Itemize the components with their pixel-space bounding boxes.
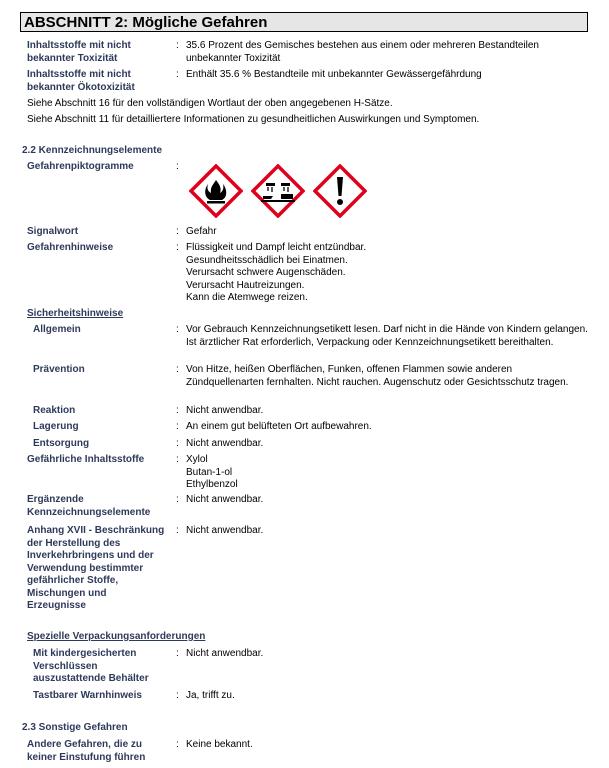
colon: : xyxy=(176,648,179,659)
hazard-statement: Kann die Atemwege reizen. xyxy=(186,292,308,303)
ergaenzend-label: Ergänzende Kennzeichnungselemente xyxy=(27,494,151,518)
allgemein-value: Vor Gebrauch Kennzeichnungsetikett lesen. Darf nicht in die Hände von Kindern gelangen. Ist ärztlicher Rat erforderlich, Verpackung oder Kennzeichnungsetikett bereithalten. xyxy=(186,324,588,348)
anhang-xvii-value: Nicht anwendbar. xyxy=(186,525,264,536)
colon: : xyxy=(176,69,179,80)
colon: : xyxy=(176,690,179,701)
colon: : xyxy=(176,364,179,375)
ingredient: Ethylbenzol xyxy=(186,479,238,490)
colon: : xyxy=(176,438,179,449)
tastbar-label: Tastbarer Warnhinweis xyxy=(33,690,142,701)
colon: : xyxy=(176,525,179,536)
ecotox-value: Enthält 35.6 % Bestandteile mit unbekannter Gewässergefährdung xyxy=(186,69,482,80)
ingredient: Xylol xyxy=(186,454,208,465)
reaktion-label: Reaktion xyxy=(33,405,76,416)
colon: : xyxy=(176,494,179,505)
hazard-statements xyxy=(186,242,591,305)
allgemein-label: Allgemein xyxy=(33,324,81,335)
colon: : xyxy=(176,226,179,237)
colon: : xyxy=(176,324,179,335)
colon: : xyxy=(176,161,179,172)
hazard-statement: Verursacht schwere Augenschäden. xyxy=(186,267,346,278)
pictograms-label: Gefahrenpiktogramme xyxy=(27,161,134,172)
ergaenzend-value: Nicht anwendbar. xyxy=(186,494,264,505)
tox-value: 35.6 Prozent des Gemisches bestehen aus einem oder mehreren Bestandteilen unbekannter Toxizität xyxy=(186,40,539,64)
kindergesichert-value: Nicht anwendbar. xyxy=(186,648,264,659)
section-2-2-title: 2.2 Kennzeichnungselemente xyxy=(22,145,163,156)
signalwort-value: Gefahr xyxy=(186,226,217,237)
colon: : xyxy=(176,421,179,432)
anhang-xvii-label: Anhang XVII - Beschränkung der Herstellung des Inverkehrbringens und der Verwendung bestimmter gefährlicher Stoffe, Mischungen und Erzeugnisse xyxy=(27,525,165,611)
ingredient: Butan-1-ol xyxy=(186,466,233,478)
section-2-3-title: 2.3 Sonstige Gefahren xyxy=(22,722,128,733)
signalwort-label: Signalwort xyxy=(27,226,79,237)
inhaltsstoffe-list xyxy=(186,454,591,492)
lagerung-value: An einem gut belüfteten Ort aufbewahren. xyxy=(186,421,372,432)
colon: : xyxy=(176,454,179,465)
inhaltsstoffe-label: Gefährliche Inhaltsstoffe xyxy=(27,454,145,465)
ecotox-label: Inhaltsstoffe mit nicht bekannter Ökotoxizität xyxy=(27,69,135,93)
colon: : xyxy=(176,242,179,253)
entsorgung-value: Nicht anwendbar. xyxy=(186,438,264,449)
verpackung-heading: Spezielle Verpackungsanforderungen xyxy=(27,631,206,642)
colon: : xyxy=(176,739,179,750)
tastbar-value: Ja, trifft zu. xyxy=(186,690,235,701)
flame-icon xyxy=(189,164,243,218)
tox-label: Inhaltsstoffe mit nicht bekannter Toxizität xyxy=(27,40,131,64)
colon: : xyxy=(176,40,179,51)
hazard-statement: Verursacht Hautreizungen. xyxy=(186,279,305,291)
hazards-label: Gefahrenhinweise xyxy=(27,242,114,253)
note-section-16: Siehe Abschnitt 16 für den vollständigen Wortlaut der oben angegebenen H-Sätze. xyxy=(27,98,393,109)
reaktion-value: Nicht anwendbar. xyxy=(186,405,264,416)
entsorgung-label: Entsorgung xyxy=(33,438,90,449)
andere-gefahren-value: Keine bekannt. xyxy=(186,739,253,750)
andere-gefahren-label: Andere Gefahren, die zu keiner Einstufung führen xyxy=(27,739,146,763)
praevention-value: Von Hitze, heißen Oberflächen, Funken, offenen Flammen sowie anderen Zündquellenarten fernhalten. Nicht rauchen. Augenschutz oder Gesichtsschutz tragen. xyxy=(186,364,569,388)
kindergesichert-label: Mit kindergesicherten Verschlüssen auszustattende Behälter xyxy=(33,648,149,684)
exclamation-icon xyxy=(313,164,367,218)
colon: : xyxy=(176,405,179,416)
section-title: ABSCHNITT 2: Mögliche Gefahren xyxy=(24,14,268,31)
hazard-statement: Flüssigkeit und Dampf leicht entzündbar. xyxy=(186,242,367,253)
section-header xyxy=(20,12,588,32)
safety-heading: Sicherheitshinweise xyxy=(27,308,124,319)
hazard-statement: Gesundheitsschädlich bei Einatmen. xyxy=(186,254,348,266)
note-section-11: Siehe Abschnitt 11 für detailliertere Informationen zu gesundheitlichen Auswirkungen und Symptomen. xyxy=(27,114,480,125)
lagerung-label: Lagerung xyxy=(33,421,79,432)
corrosion-icon xyxy=(251,164,305,218)
praevention-label: Prävention xyxy=(33,364,85,375)
